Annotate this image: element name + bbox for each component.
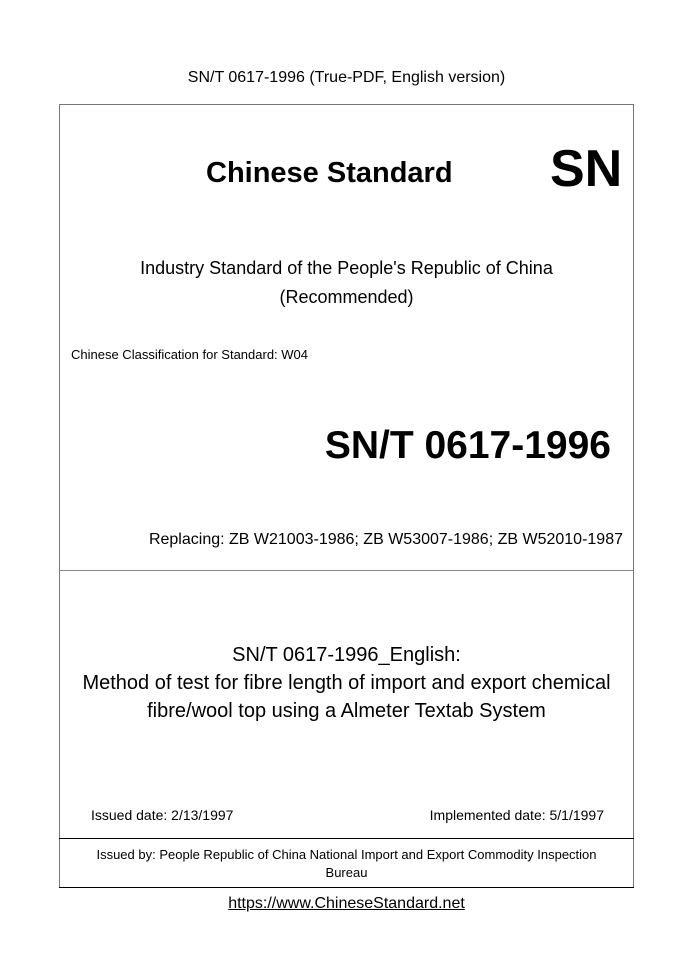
section-divider: [59, 570, 634, 571]
subtitle-line-1: Industry Standard of the People's Republic of China: [140, 258, 553, 278]
issuer-line-1: Issued by: People Republic of China National Import and Export Commodity Inspection: [96, 847, 597, 862]
document-title-line-2: Method of test for fibre length of import and export chemical: [82, 672, 611, 694]
issuer-divider: [59, 838, 634, 839]
subtitle-line-2: (Recommended): [279, 287, 414, 307]
issuer-text: [66, 846, 627, 882]
document-title-line-1: SN/T 0617-1996_English:: [232, 644, 461, 666]
document-title: [59, 641, 634, 725]
issued-date: Issued date: 2/13/1997: [91, 807, 234, 823]
standard-number: SN/T 0617-1996: [324, 424, 611, 467]
standard-code-logo: SN: [550, 140, 623, 198]
implemented-date: Implemented date: 5/1/1997: [429, 807, 604, 823]
replacing-text: Replacing: ZB W21003-1986; ZB W53007-1986; ZB W52010-1987: [148, 531, 623, 548]
classification-text: Chinese Classification for Standard: W04: [71, 347, 309, 362]
document-title-line-3: fibre/wool top using a Almeter Textab System: [147, 700, 546, 722]
page-header: SN/T 0617-1996 (True-PDF, English version): [187, 69, 506, 86]
cover-title: Chinese Standard: [206, 157, 453, 189]
website-link[interactable]: https://www.ChineseStandard.net: [228, 895, 465, 912]
issuer-line-2: Bureau: [325, 865, 368, 880]
cover-frame: [59, 104, 634, 888]
frame-bottom-border: [59, 887, 634, 888]
